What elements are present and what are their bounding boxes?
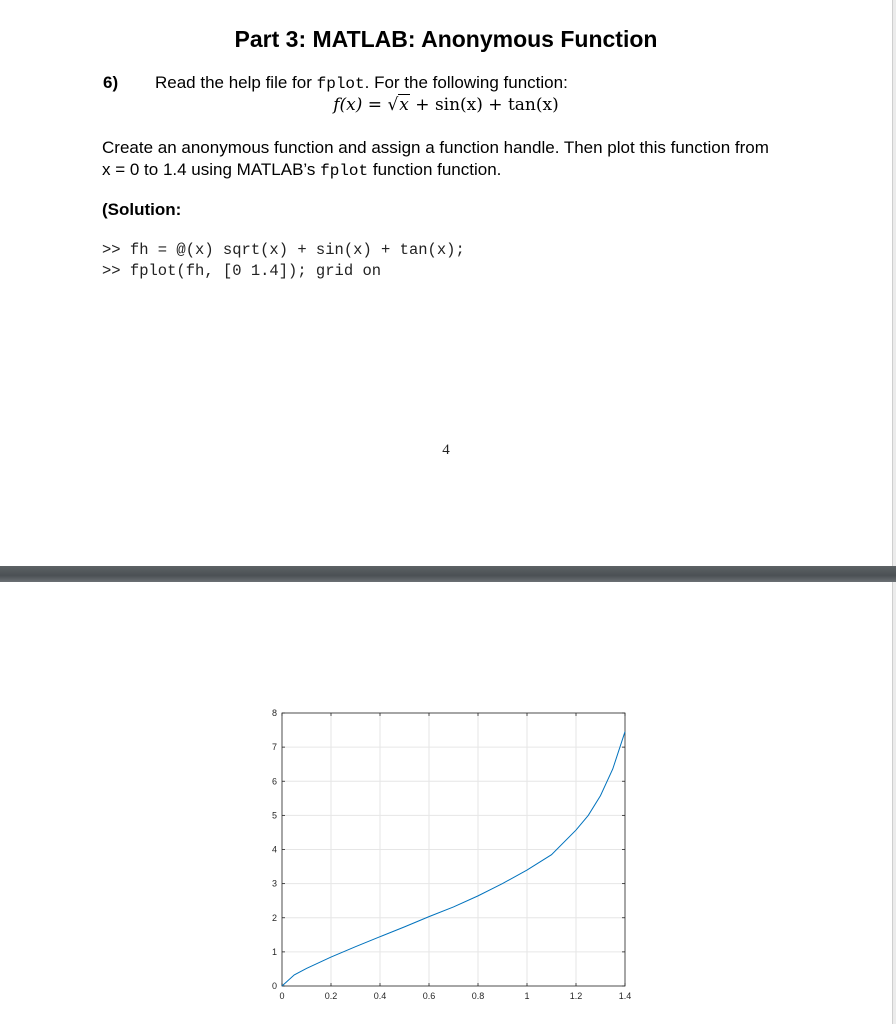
y-tick-label: 4 [271, 844, 277, 855]
code-line-1: >> fh = @(x) sqrt(x) + sin(x) + tan(x); [102, 241, 465, 259]
x-tick-label: 1.4 [618, 991, 632, 1001]
solution-label: (Solution: [102, 200, 182, 219]
instruction-code-word: fplot [320, 162, 369, 180]
instruction-line-1: Create an anonymous function and assign a function handle. Then plot this function from [102, 138, 769, 157]
y-tick-label: 5 [271, 810, 277, 821]
y-tick-label: 2 [271, 912, 277, 923]
code-block [102, 240, 465, 282]
page-divider [0, 566, 896, 582]
fplot-figure [240, 700, 640, 1010]
question-text [155, 73, 568, 93]
page-edge [892, 0, 896, 566]
y-tick-label: 8 [271, 708, 277, 718]
x-tick-label: 1 [524, 991, 530, 1001]
section-title: Part 3: MATLAB: Anonymous Function [234, 26, 658, 52]
page-edge-2 [892, 582, 896, 1024]
question-number: 6) [103, 73, 119, 92]
y-tick-label: 1 [271, 946, 277, 957]
y-tick-label: 6 [271, 776, 277, 787]
y-tick-label: 3 [271, 878, 277, 889]
formula-rhs: + sin(x) + tan(x) [409, 95, 559, 115]
question-code-word: fplot [316, 75, 365, 93]
page-number: 4 [442, 442, 450, 458]
plot-grid [282, 713, 625, 986]
y-tick-label: 0 [271, 981, 277, 991]
instruction-line-2-before: x = 0 to 1.4 using MATLAB’s [102, 160, 321, 179]
instruction-line-2 [102, 159, 842, 182]
plot-ticks [272, 708, 631, 1001]
x-tick-label: 0.4 [373, 991, 387, 1001]
function-formula: f(x) = √x + sin(x) + tan(x) [333, 95, 559, 115]
formula-lhs: f(x) = [333, 95, 388, 115]
x-tick-label: 0.8 [471, 991, 485, 1001]
formula-sqrt-arg: x [399, 95, 409, 115]
question-text-before: Read the help file for [155, 73, 317, 92]
x-tick-label: 0.6 [422, 991, 436, 1001]
function-curve [282, 732, 625, 986]
x-tick-label: 1.2 [569, 991, 583, 1001]
instruction-paragraph [102, 137, 842, 182]
question-text-after: . For the following function: [364, 73, 568, 92]
code-line-2: >> fplot(fh, [0 1.4]); grid on [102, 262, 382, 280]
y-tick-label: 7 [271, 742, 277, 753]
x-tick-label: 0.2 [324, 991, 338, 1001]
x-tick-label: 0 [279, 991, 285, 1001]
instruction-line-2-after: function function. [368, 160, 502, 179]
